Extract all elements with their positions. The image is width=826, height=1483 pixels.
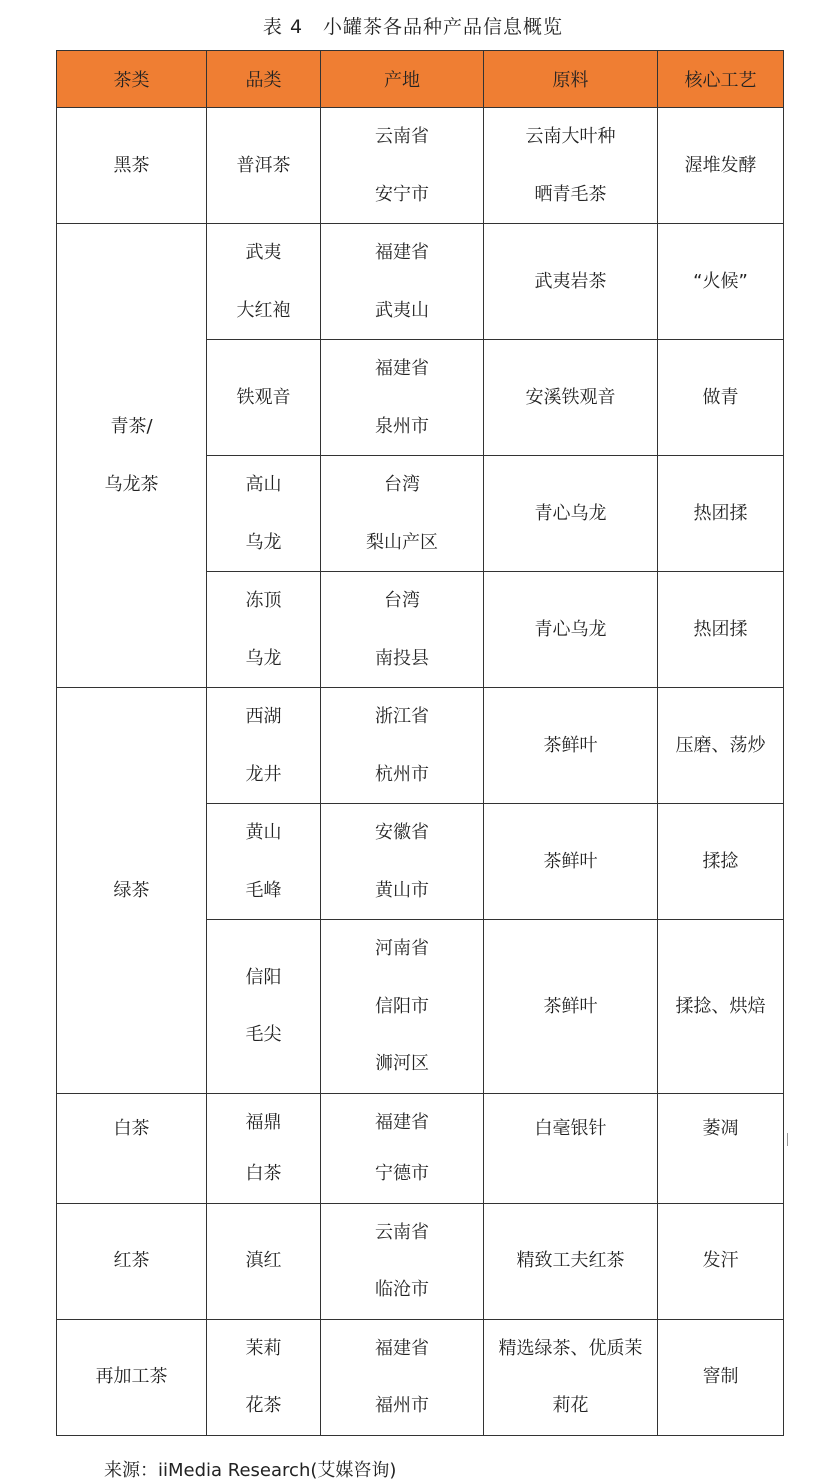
material-cell: 精选绿茶、优质茉 莉花 [484, 1319, 658, 1435]
craft-cell: 压磨、荡炒 [658, 688, 784, 804]
craft-cell: 热团揉 [658, 572, 784, 688]
table-title: 表 4 小罐茶各品种产品信息概览 [262, 16, 564, 38]
table-row [57, 688, 784, 804]
table-row [57, 1319, 784, 1435]
origin-cell: 安徽省 黄山市 [321, 804, 484, 920]
origin-cell: 福建省 泉州市 [321, 340, 484, 456]
category-cell: 红茶 [57, 1203, 207, 1319]
material-cell: 青心乌龙 [484, 572, 658, 688]
material-cell: 茶鲜叶 [484, 804, 658, 920]
material-cell: 白毫银针 [484, 1093, 658, 1203]
craft-cell: 发汗 [658, 1203, 784, 1319]
category-cell: 再加工茶 [57, 1319, 207, 1435]
material-cell: 茶鲜叶 [484, 920, 658, 1094]
category-cell: 绿茶 [57, 688, 207, 1094]
source-note: 来源：iiMedia Research(艾媒咨询) [104, 1460, 397, 1481]
origin-cell: 浙江省 杭州市 [321, 688, 484, 804]
category-cell: 黑茶 [57, 108, 207, 224]
table-row [57, 1093, 784, 1203]
variety-cell: 茉莉 花茶 [207, 1319, 321, 1435]
origin-cell: 台湾 梨山产区 [321, 456, 484, 572]
variety-cell: 黄山 毛峰 [207, 804, 321, 920]
craft-cell: 揉捻、烘焙 [658, 920, 784, 1094]
craft-cell: 窨制 [658, 1319, 784, 1435]
header-origin: 产地 [321, 51, 484, 108]
header-material: 原料 [484, 51, 658, 108]
variety-cell: 武夷 大红袍 [207, 224, 321, 340]
category-cell: 白茶 [57, 1093, 207, 1203]
material-cell: 云南大叶种 晒青毛茶 [484, 108, 658, 224]
variety-cell: 福鼎 白茶 [207, 1093, 321, 1203]
craft-cell: 做青 [658, 340, 784, 456]
variety-cell: 信阳 毛尖 [207, 920, 321, 1094]
origin-cell: 福建省 福州市 [321, 1319, 484, 1435]
material-cell: 安溪铁观音 [484, 340, 658, 456]
table-row [57, 1203, 784, 1319]
material-cell: 青心乌龙 [484, 456, 658, 572]
craft-cell: “火候” [658, 224, 784, 340]
variety-cell: 高山 乌龙 [207, 456, 321, 572]
table-header-row [57, 51, 784, 108]
origin-cell: 云南省 临沧市 [321, 1203, 484, 1319]
material-cell: 精致工夫红茶 [484, 1203, 658, 1319]
header-craft: 核心工艺 [658, 51, 784, 108]
header-variety: 品类 [207, 51, 321, 108]
origin-cell: 台湾 南投县 [321, 572, 484, 688]
origin-cell: 云南省 安宁市 [321, 108, 484, 224]
category-cell: 青茶/ 乌龙茶 [57, 224, 207, 688]
origin-cell: 河南省 信阳市 浉河区 [321, 920, 484, 1094]
variety-cell: 西湖 龙井 [207, 688, 321, 804]
table-row [57, 224, 784, 340]
variety-cell: 铁观音 [207, 340, 321, 456]
material-cell: 武夷岩茶 [484, 224, 658, 340]
header-category: 茶类 [57, 51, 207, 108]
variety-cell: 滇红 [207, 1203, 321, 1319]
edge-mark [787, 1133, 788, 1146]
variety-cell: 冻顶 乌龙 [207, 572, 321, 688]
tea-product-table [56, 50, 784, 1436]
variety-cell: 普洱茶 [207, 108, 321, 224]
origin-cell: 福建省 武夷山 [321, 224, 484, 340]
origin-cell: 福建省 宁德市 [321, 1093, 484, 1203]
craft-cell: 萎凋 [658, 1093, 784, 1203]
table-row [57, 108, 784, 224]
craft-cell: 渥堆发酵 [658, 108, 784, 224]
material-cell: 茶鲜叶 [484, 688, 658, 804]
craft-cell: 揉捻 [658, 804, 784, 920]
craft-cell: 热团揉 [658, 456, 784, 572]
